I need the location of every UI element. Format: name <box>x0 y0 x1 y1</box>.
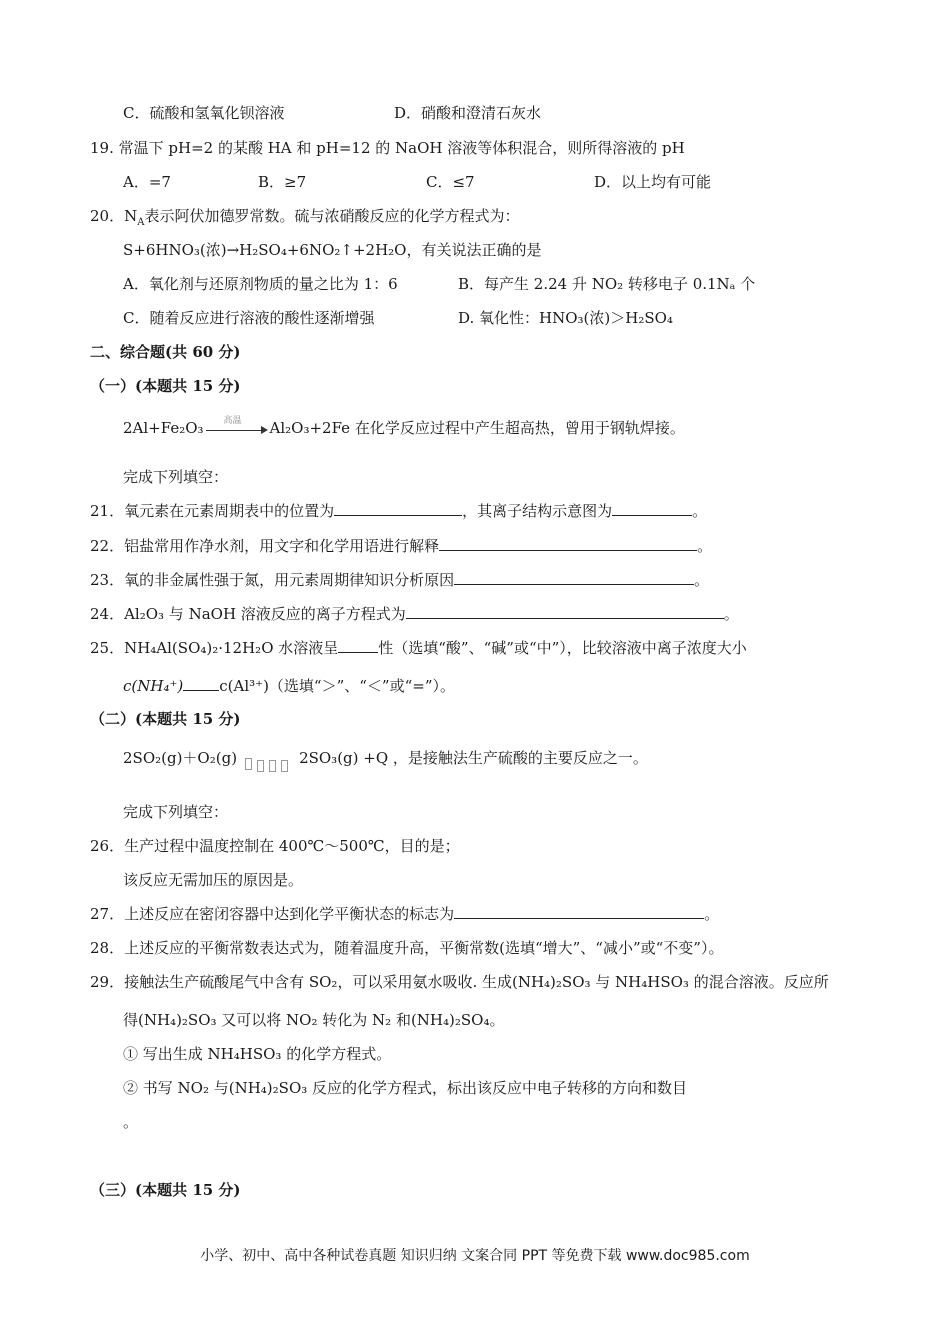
q25-blank-2[interactable] <box>183 676 219 691</box>
part2-equation <box>123 746 648 772</box>
q25-line1 <box>90 638 747 658</box>
q24-text-a: 24．Al₂O₃ 与 NaOH 溶液反应的离子方程式为 <box>90 605 406 623</box>
reversible-arrow-icon <box>243 746 293 772</box>
q23-text-a: 23．氧的非金属性强于氮，用元素周期律知识分析原因 <box>90 571 455 589</box>
q20-option-b: B．每产生 2.24 升 NO₂ 转移电子 0.1Nₐ 个 <box>458 275 756 293</box>
part2-eq-left: 2SO₂(g)＋O₂(g) <box>123 749 238 767</box>
q25-line2 <box>123 676 455 696</box>
q22-text-b: 。 <box>697 537 713 555</box>
q28: 28．上述反应的平衡常数表达式为，随着温度升高，平衡常数(选填“增大”、“减小”或“不变”）。 <box>90 939 724 957</box>
q19-option-b: B．≥7 <box>258 173 307 191</box>
q29-item2: ② 书写 NO₂ 与(NH₄)₂SO₃ 反应的化学方程式，标出该反应中电子转移的方向和数目 <box>123 1079 688 1097</box>
q23-blank[interactable] <box>454 570 694 585</box>
q19-stem: 19. 常温下 pH=2 的某酸 HA 和 pH=12 的 NaOH 溶液等体积混合，则所得溶液的 pH <box>90 139 685 157</box>
q21-text-b: ，其离子结构示意图为 <box>462 502 613 520</box>
q23-text-b: 。 <box>694 571 710 589</box>
q29-line2: 得(NH₄)₂SO₃ 又可以将 NO₂ 转化为 N₂ 和(NH₄)₂SO₄。 <box>123 1011 505 1029</box>
part2-heading: （二）(本题共 15 分) <box>90 710 241 728</box>
part2-fill-instruction: 完成下列填空： <box>123 803 229 821</box>
part1-equation <box>123 418 685 438</box>
q21 <box>90 501 707 521</box>
q25-text-c: c(NH₄⁺) <box>123 677 184 695</box>
q22 <box>90 536 712 556</box>
q29-item1: ① 写出生成 NH₄HSO₃ 的化学方程式。 <box>123 1045 392 1063</box>
part1-fill-instruction: 完成下列填空： <box>123 468 229 486</box>
q24 <box>90 604 739 624</box>
q25-text-a: 25．NH₄Al(SO₄)₂·12H₂O 水溶液呈 <box>90 639 339 657</box>
part1-heading: （一）(本题共 15 分) <box>90 377 241 395</box>
q18-option-d: D．硝酸和澄清石灰水 <box>394 104 542 122</box>
q20-equation: S+6HNO₃(浓)→H₂SO₄+6NO₂↑+2H₂O，有关说法正确的是 <box>123 241 542 259</box>
q20-stem-sub: A <box>137 217 145 228</box>
q23 <box>90 570 709 590</box>
q19-option-a: A．=7 <box>123 173 171 191</box>
q27 <box>90 904 719 924</box>
q25-text-d: c(Al³⁺)（选填“＞”、“＜”或“=”）。 <box>219 677 455 695</box>
part2-eq-right: 2SO₃(g) +Q ，是接触法生产硫酸的主要反应之一。 <box>299 749 648 767</box>
q27-blank[interactable] <box>454 904 704 919</box>
q24-blank[interactable] <box>406 604 724 619</box>
part1-eq-right: Al₂O₃+2Fe 在化学反应过程中产生超高热，曾用于钢轨焊接。 <box>269 419 685 437</box>
q19-option-d: D．以上均有可能 <box>594 173 712 191</box>
q20-option-c: C．随着反应进行溶液的酸性逐渐增强 <box>123 309 375 327</box>
reaction-arrow-icon <box>206 416 268 435</box>
q21-text-c: 。 <box>692 502 708 520</box>
q29-tail: 。 <box>123 1113 139 1131</box>
arrow-condition: 高温 <box>223 416 242 426</box>
part1-eq-left: 2Al+Fe₂O₃ <box>123 419 204 437</box>
page-footer: 小学、初中、高中各种试卷真题 知识归纳 文案合同 PPT 等免费下载 www.doc985.com <box>200 1248 750 1264</box>
q26-line1: 26．生产过程中温度控制在 400℃～500℃，目的是； <box>90 837 460 855</box>
q20-option-a: A．氧化剂与还原剂物质的量之比为 1：6 <box>123 275 398 293</box>
q21-blank-1[interactable] <box>334 501 462 516</box>
q22-blank[interactable] <box>439 536 697 551</box>
q20-stem-post: 表示阿伏加德罗常数。硫与浓硝酸反应的化学方程式为： <box>144 207 520 225</box>
q21-blank-2[interactable] <box>612 501 692 516</box>
part3-heading: （三）(本题共 15 分) <box>90 1181 241 1199</box>
section2-heading: 二、综合题(共 60 分) <box>90 343 241 361</box>
q27-text-b: 。 <box>704 905 720 923</box>
q20-stem <box>90 206 519 226</box>
q18-option-c: C．硫酸和氢氧化钡溶液 <box>123 104 285 122</box>
q20-option-d: D. 氧化性：HNO₃(浓)＞H₂SO₄ <box>458 309 673 327</box>
q25-text-b: 性（选填“酸”、“碱”或“中”），比较溶液中离子浓度大小 <box>378 639 747 657</box>
q26-line2: 该反应无需加压的原因是。 <box>123 871 304 889</box>
q29-line1: 29．接触法生产硫酸尾气中含有 SO₂，可以采用氨水吸收. 生成(NH₄)₂SO₃ 与 NH₄HSO₃ 的混合溶液。反应所 <box>90 973 829 991</box>
q25-blank-1[interactable] <box>338 638 378 653</box>
q21-text-a: 21．氧元素在元素周期表中的位置为 <box>90 502 335 520</box>
q20-stem-pre: 20．N <box>90 207 138 225</box>
q24-text-b: 。 <box>723 605 739 623</box>
q27-text-a: 27．上述反应在密闭容器中达到化学平衡状态的标志为 <box>90 905 455 923</box>
q19-option-c: C．≤7 <box>426 173 475 191</box>
q22-text-a: 22．铝盐常用作净水剂，用文字和化学用语进行解释 <box>90 537 440 555</box>
